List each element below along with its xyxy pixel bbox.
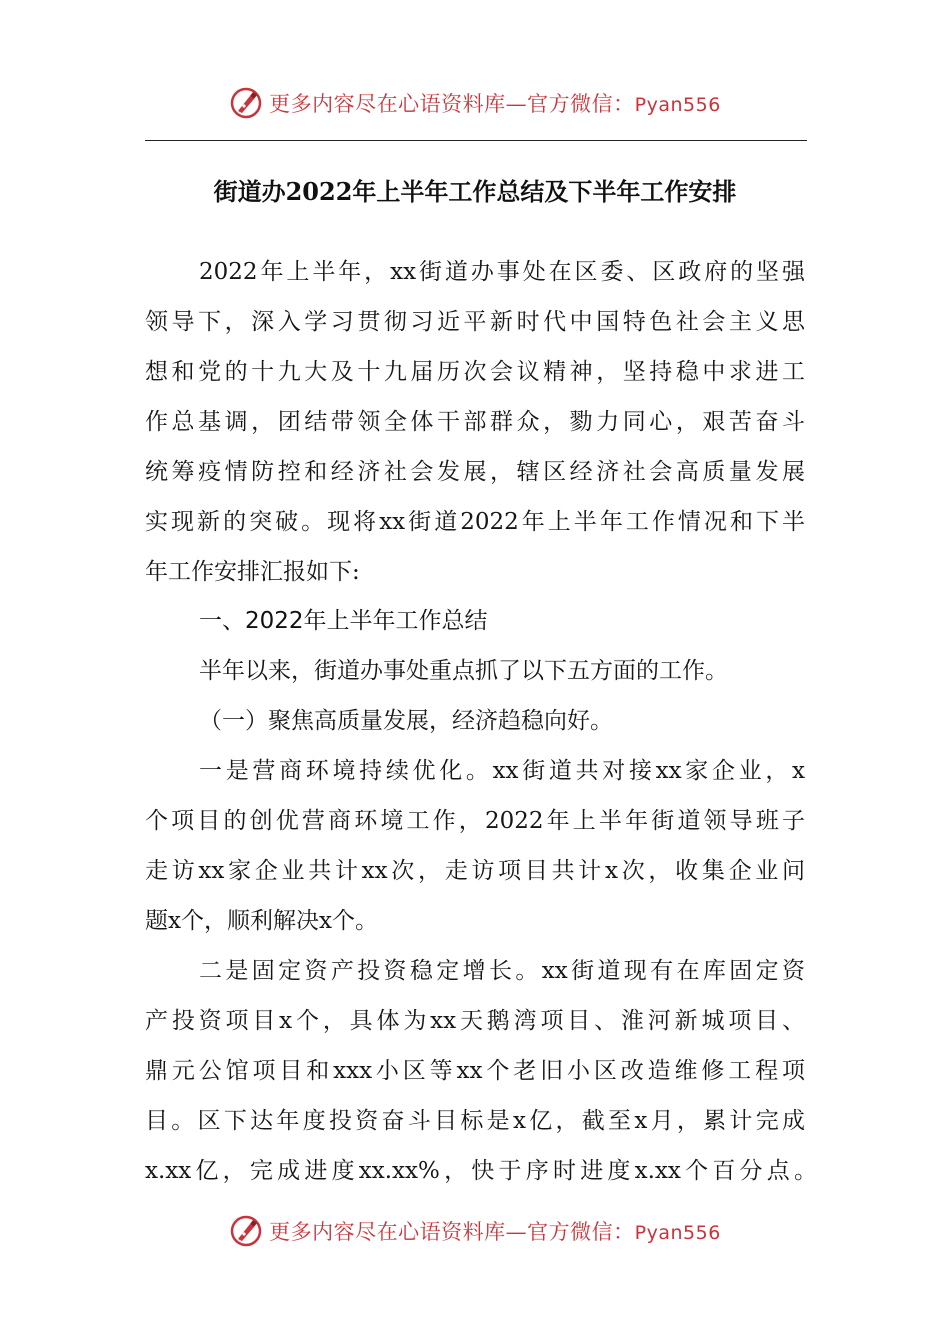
body-line: 领导下，深入学习贯彻习近平新时代中国特色社会主义思: [145, 309, 805, 335]
footer-watermark-banner: [0, 1211, 950, 1251]
body-line: 产投资项目x个，具体为xx天鹅湾项目、淮河新城项目、: [145, 1008, 805, 1034]
body-line: 个项目的创优营商环境工作，2022年上半年街道领导班子: [145, 808, 805, 834]
document-title: 街道办2022年上半年工作总结及下半年工作安排: [213, 177, 737, 206]
body-line: 二是固定资产投资稳定增长。xx街道现有在库固定资: [199, 958, 805, 984]
body-line: 目。区下达年度投资奋斗目标是x亿，截至x月，累计完成: [145, 1108, 805, 1134]
body-line: x.xx亿，完成进度xx.xx%，快于序时进度x.xx个百分点。: [145, 1158, 817, 1184]
body-line: 年工作安排汇报如下:: [145, 559, 360, 585]
pen-nib-circle-icon: [229, 86, 263, 120]
banner-wechat-label: 官方微信：: [527, 92, 635, 116]
body-line: 想和党的十九大及十九届历次会议精神，坚持稳中求进工: [145, 359, 805, 385]
header-watermark-banner: [0, 83, 950, 123]
banner-site-name: 更多内容尽在心语资料库: [269, 1220, 506, 1244]
pen-nib-circle-icon: [229, 1214, 263, 1248]
body-line: 走访xx家企业共计xx次，走访项目共计x次，收集企业问: [145, 858, 805, 884]
banner-wechat-label: 官方微信：: [527, 1220, 635, 1244]
body-line: 统筹疫情防控和经济社会发展，辖区经济社会高质量发展: [145, 459, 805, 485]
header-divider: [145, 140, 807, 141]
banner-dash: —: [505, 92, 528, 116]
body-line: 半年以来，街道办事处重点抓了以下五方面的工作。: [199, 658, 728, 684]
section-heading: 一、2022年上半年工作总结: [199, 608, 488, 634]
banner-site-name: 更多内容尽在心语资料库: [269, 92, 506, 116]
body-line: 实现新的突破。现将xx街道2022年上半年工作情况和下半: [145, 509, 805, 535]
banner-dash: —: [505, 1220, 528, 1244]
body-line: 作总基调，团结带领全体干部群众，勠力同心，艰苦奋斗: [145, 409, 805, 435]
body-line: 2022年上半年，xx街道办事处在区委、区政府的坚强: [199, 259, 805, 285]
banner-wechat-id: Pyan556: [634, 94, 721, 116]
body-line: 一是营商环境持续优化。xx街道共对接xx家企业，x: [199, 758, 805, 784]
subsection-heading: （一）聚焦高质量发展，经济趋稳向好。: [199, 708, 613, 734]
body-line: 题x个，顺利解决x个。: [145, 908, 378, 934]
banner-wechat-id: Pyan556: [634, 1222, 721, 1244]
body-line: 鼎元公馆项目和xxx小区等xx个老旧小区改造维修工程项: [145, 1058, 805, 1084]
